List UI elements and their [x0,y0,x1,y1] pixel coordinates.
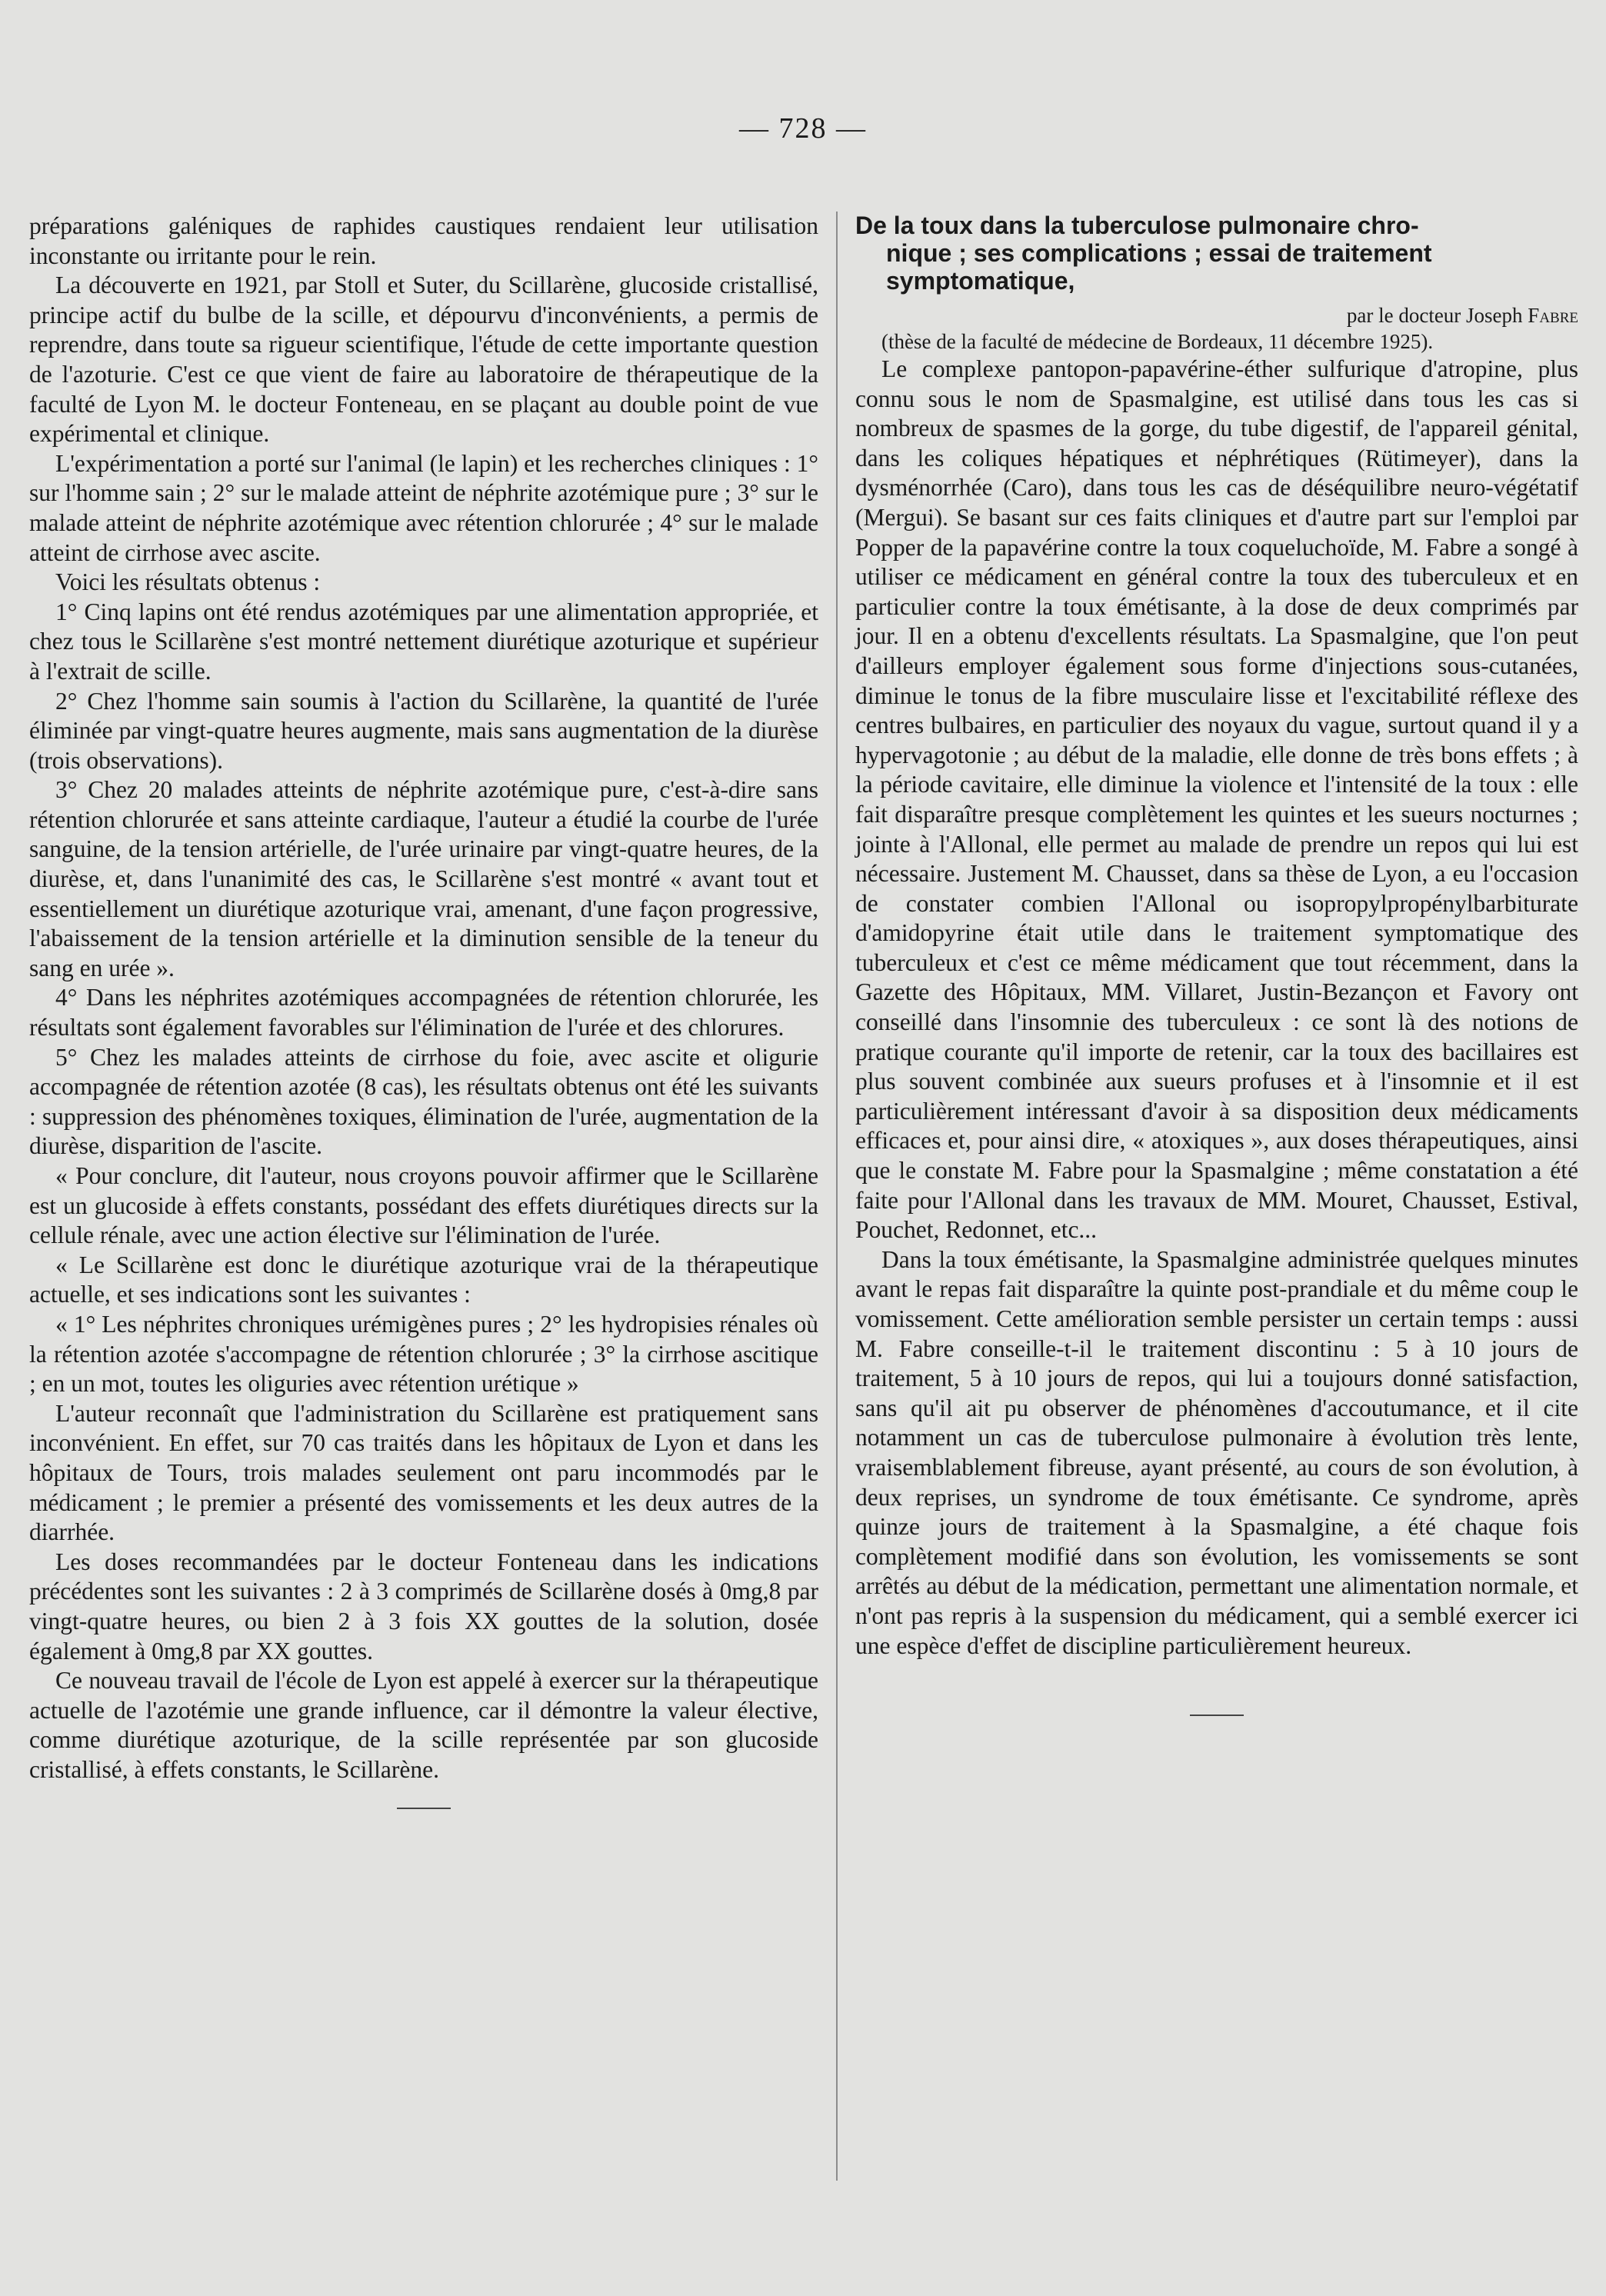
thesis-reference: (thèse de la faculté de médecine de Bordeaux, 11 décembre 1925). [881,330,1434,353]
paragraph: « Le Scillarène est donc le diurétique azoturique vrai de la thérapeutique actuelle, et ses indications sont les suivantes : [29,1251,818,1308]
byline [855,302,1578,328]
right-column [855,212,1578,1716]
paragraph: « Pour conclure, dit l'auteur, nous croyons pouvoir affirmer que le Scillarène est un glucoside à effets constants, possédant des effets diurétiques directs sur la cellule rénale, avec une action élective sur l'élimination de l'urée. [29,1162,818,1249]
paragraph: 1° Cinq lapins ont été rendus azotémiques par une alimentation appropriée, et chez tous le Scillarène s'est montré nettement diurétique azoturique et supérieur à l'extrait de scille. [29,598,818,685]
paragraph: Ce nouveau travail de l'école de Lyon est appelé à exercer sur la thérapeutique actuelle de l'azotémie une grande influence, car il démontre la valeur élective, comme diurétique azoturique, de la scille représentée par son glucoside cristallisé, à effets constants, le Scillarène. [29,1667,818,1783]
column-divider [836,212,838,2181]
paragraph: 3° Chez 20 malades atteints de néphrite azotémique pure, c'est-à-dire sans rétention chlorurée et sans atteinte cardiaque, l'auteur a étudié la courbe de l'urée sanguine, de la tension artérielle, de l'urée urinaire par vingt-quatre heures, de la diurèse, et, dans l'unanimité des cas, le Scillarène s'est montré « avant tout et essentiellement un diurétique azoturique vrai, amenant, d'une façon progressive, l'abaissement de la tension artérielle et la diminution sensible de la teneur du sang en urée ». [29,776,818,981]
paragraph: L'expérimentation a porté sur l'animal (le lapin) et les recherches cliniques : 1° sur l'homme sain ; 2° sur le malade atteint de néphrite azotémique pure ; 3° sur le malade atteint de néphrite azotémique avec rétention chlorurée ; 4° sur le malade atteint de cirrhose avec ascite. [29,449,818,566]
paragraph: « 1° Les néphrites chroniques urémigènes pures ; 2° les hydropisies rénales où la rétention azotée s'accompagne de rétention chlorurée ; 3° la cirrhose ascitique ; en un mot, toutes les oliguries avec rétention urétique » [29,1310,818,1398]
paragraph: L'auteur reconnaît que l'administration du Scillarène est pratiquement sans inconvénient. En effet, sur 70 cas traités dans les hôpitaux de Lyon et dans les hôpitaux de Tours, trois malades seulement ont paru incommodés par le médicament ; le premier a présenté des vomissements et les deux autres de la diarrhée. [29,1399,818,1546]
article-title-line: symptomatique, [886,267,1075,295]
paragraph: 2° Chez l'homme sain soumis à l'action du Scillarène, la quantité de l'urée éliminée par vingt-quatre heures augmente, mais sans augmentation de la diurèse (trois observations). [29,687,818,774]
paragraph: Les doses recommandées par le docteur Fonteneau dans les indications précédentes sont les suivantes : 2 à 3 comprimés de Scillarène dosés à 0mg,8 par vingt-quatre heures, ou bien 2 à 3 fois XX gouttes de la solution, dosée également à 0mg,8 par XX gouttes. [29,1548,818,1665]
paragraph: Le complexe pantopon-papavérine-éther sulfurique d'atropine, plus connu sous le nom de Spasmalgine, est utilisé dans tous les cas si nombreux de spasmes de la gorge, du tube digestif, de l'appareil génital, dans les coliques hépatiques et néphrétiques (Rütimeyer), dans la dysménorrhée (Caro), dans tous les cas de déséquilibre neuro-végétatif (Mergui). Se basant sur ces faits cliniques et d'autre part sur l'emploi par Popper de la papavérine contre la toux coqueluchoïde, M. Fabre a songé à utiliser ce médicament en général contre la toux des tuberculeux et en particulier contre la toux émétisante, à la dose de deux comprimés par jour. Il en a obtenu d'excellents résultats. La Spasmalgine, que l'on peut d'ailleurs employer également sous forme d'injections sous-cutanées, diminue le tonus de la fibre musculaire lisse et l'excitabilité réflexe des centres bulbaires, en particulier des noyaux du vague, surtout quand il y a hypervagotonie ; au début de la maladie, elle donne de très bons effets ; à la période cavitaire, elle diminue la violence et l'intensité de la toux : elle fait disparaître presque complètement les quintes et les sueurs nocturnes ; jointe à l'Allonal, elle permet au malade de prendre un repos qui lui est nécessaire. Justement M. Chausset, dans sa thèse de Lyon, a eu l'occasion de constater combien l'Allonal ou isopropylpropénylbarbiturate d'amidopyrine était utile dans le traitement symptomatique des tuberculeux et c'est ce même médicament que tout récemment, dans la Gazette des Hôpitaux, MM. Villaret, Justin-Bezançon et Favory ont conseillé dans l'insomnie des tuberculeux : ce sont là des notions de pratique courante qu'il importe de retenir, car la toux des bacillaires est plus souvent combinée aux sueurs profuses et à l'insomnie et il est particulièrement intéressant d'avoir à sa disposition deux médicaments efficaces et, pour ainsi dire, « atoxiques », aux doses thérapeutiques, ainsi que le constate M. Fabre pour la Spasmalgine ; même constatation a été faite pour l'Allonal dans les travaux de MM. Mouret, Chausset, Estival, Pouchet, Redonnet, etc... [855,355,1578,1244]
author-name: Fabre [1528,304,1578,327]
article-title [855,212,1578,295]
article-title-line: nique ; ses complications ; essai de traitement [886,239,1432,267]
paragraph: Dans la toux émétisante, la Spasmalgine administrée quelques minutes avant le repas fait disparaître la quinte post-prandiale et du même coup le vomissement. Cette amélioration semble persister un certain temps : aussi M. Fabre conseille-t-il le traitement discontinu : 5 à 10 jours de traitement, 5 à 10 jours de repos, qui lui a toujours donné satisfaction, sans qu'il ait pu observer de phénomènes d'accoutumance, et il cite notamment un cas de tuberculose pulmonaire à évolution très lente, vraisemblablement fibreuse, ayant présenté, au cours de son évolution, à deux reprises, un syndrome de toux émétisante. Ce syndrome, après quinze jours de traitement à la Spasmalgine, a été chaque fois complètement modifié dans son évolution, les vomissements se sont arrêtés au début de la médication, permettant une alimentation normale, et n'ont pas repris à la suspension du médicament, qui a semblé exercer ici une espèce d'effet de discipline particulièrement heureux. [855,1245,1578,1659]
paragraph: Voici les résultats obtenus : [55,568,321,596]
paragraph: 4° Dans les néphrites azotémiques accompagnées de rétention chlorurée, les résultats sont également favorables sur l'élimination de l'urée et des chlorures. [29,984,818,1041]
paragraph: préparations galéniques de raphides caustiques rendaient leur utilisation inconstante ou irritante pour le rein. [29,212,818,269]
paragraph: La découverte en 1921, par Stoll et Suter, du Scillarène, glucoside cristallisé, principe actif du bulbe de la scille, et dépourvu d'inconvénients, a permis de reprendre, dans toute sa rigueur scientifique, l'étude de cette importante question de l'azoturie. C'est ce que vient de faire au laboratoire de thérapeutique de la faculté de Lyon M. le docteur Fonteneau, en se plaçant au double point de vue expérimental et clinique. [29,272,818,448]
section-end-rule [1190,1715,1244,1716]
page-number: — 728 — [739,112,867,145]
paragraph: 5° Chez les malades atteints de cirrhose du foie, avec ascite et oligurie accompagnée de rétention azotée (8 cas), les résultats obtenus ont été les suivants : suppression des phénomènes toxiques, élimination de l'urée, augmentation de la diurèse, disparition de l'ascite. [29,1043,818,1160]
article-title-line: De la toux dans la tuberculose pulmonaire chro- [855,212,1419,239]
section-end-rule [397,1808,451,1809]
left-column [29,212,818,1809]
byline-prefix: par le docteur Joseph [1346,304,1523,327]
